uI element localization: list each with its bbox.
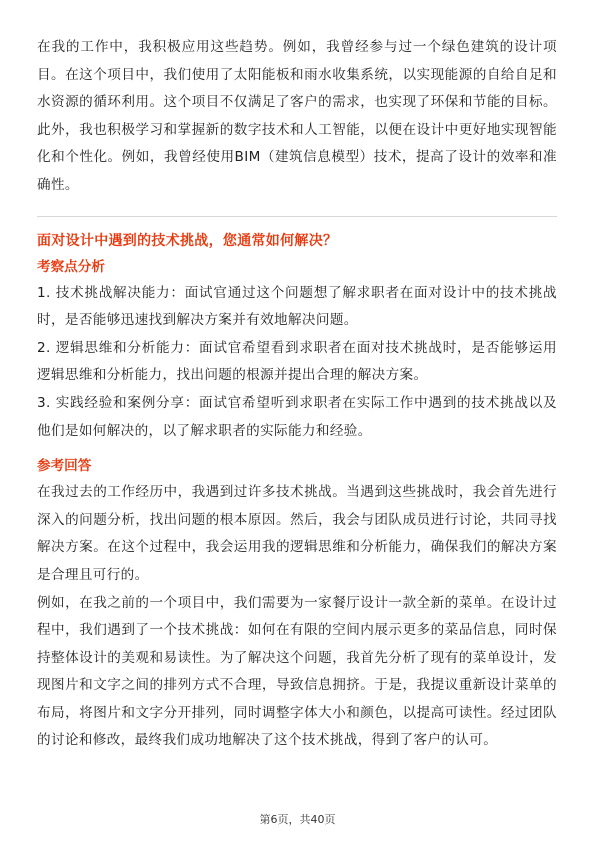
answer-paragraph-2: 例如，在我之前的一个项目中，我们需要为一家餐厅设计一款全新的菜单。在设计过程中，我们遇到了一个技术挑战：如何在有限的空间内展示更多的菜品信息，同时保持整体设计的美观和易读性。为了解决这个问题，我首先分析了现有的菜单设计，发现图片和文字之间的排列方式不合理，导致信息拥挤。于是，我提议重新设计菜单的布局，将图片和文字分开排列，同时调整字体大小和颜色，以提高可读性。经过团队的讨论和修改，最终我们成功地解决了这个技术挑战，得到了客户的认可。	[37, 594, 557, 749]
analysis-title: 考察点分析	[37, 258, 105, 275]
answer-paragraph-1: 在我过去的工作经历中，我遇到过许多技术挑战。当遇到这些挑战时，我会首先进行深入的问题分析，找出问题的根本原因。然后，我会与团队成员进行讨论，共同寻找解决方案。在这个过程中，我会运用我的逻辑思维和分析能力，确保我们的解决方案是合理且可行的。	[37, 484, 557, 583]
analysis-item-1: 1. 技术挑战解决能力：面试官通过这个问题想了解求职者在面对设计中的技术挑战时，是否能够迅速找到解决方案并有效地解决问题。	[37, 284, 557, 329]
section-divider	[37, 216, 557, 217]
analysis-item-3: 3. 实践经验和案例分享：面试官希望听到求职者在实际工作中遇到的技术挑战以及他们是如何解决的，以了解求职者的实际能力和经验。	[37, 394, 557, 439]
analysis-item-2: 2. 逻辑思维和分析能力：面试官希望看到求职者在面对技术挑战时，是否能够运用逻辑思维和分析能力，找出问题的根源并提出合理的解决方案。	[37, 339, 557, 384]
page-content	[37, 34, 557, 755]
question-heading: 面对设计中遇到的技术挑战，您通常如何解决？	[37, 232, 338, 249]
answer-title: 参考回答	[37, 458, 92, 475]
intro-paragraph: 在我的工作中，我积极应用这些趋势。例如，我曾经参与过一个绿色建筑的设计项目。在这个项目中，我们使用了太阳能板和雨水收集系统，以实现能源的自给自足和水资源的循环利用。这个项目不仅满足了客户的需求，也实现了环保和节能的目标。此外，我也积极学习和掌握新的数字技术和人工智能，以便在设计中更好地实现智能化和个性化。例如，我曾经使用BIM（建筑信息模型）技术，提高了设计的效率和准确性。	[37, 39, 557, 193]
page-number-footer: 第6页，共40页	[259, 813, 336, 826]
